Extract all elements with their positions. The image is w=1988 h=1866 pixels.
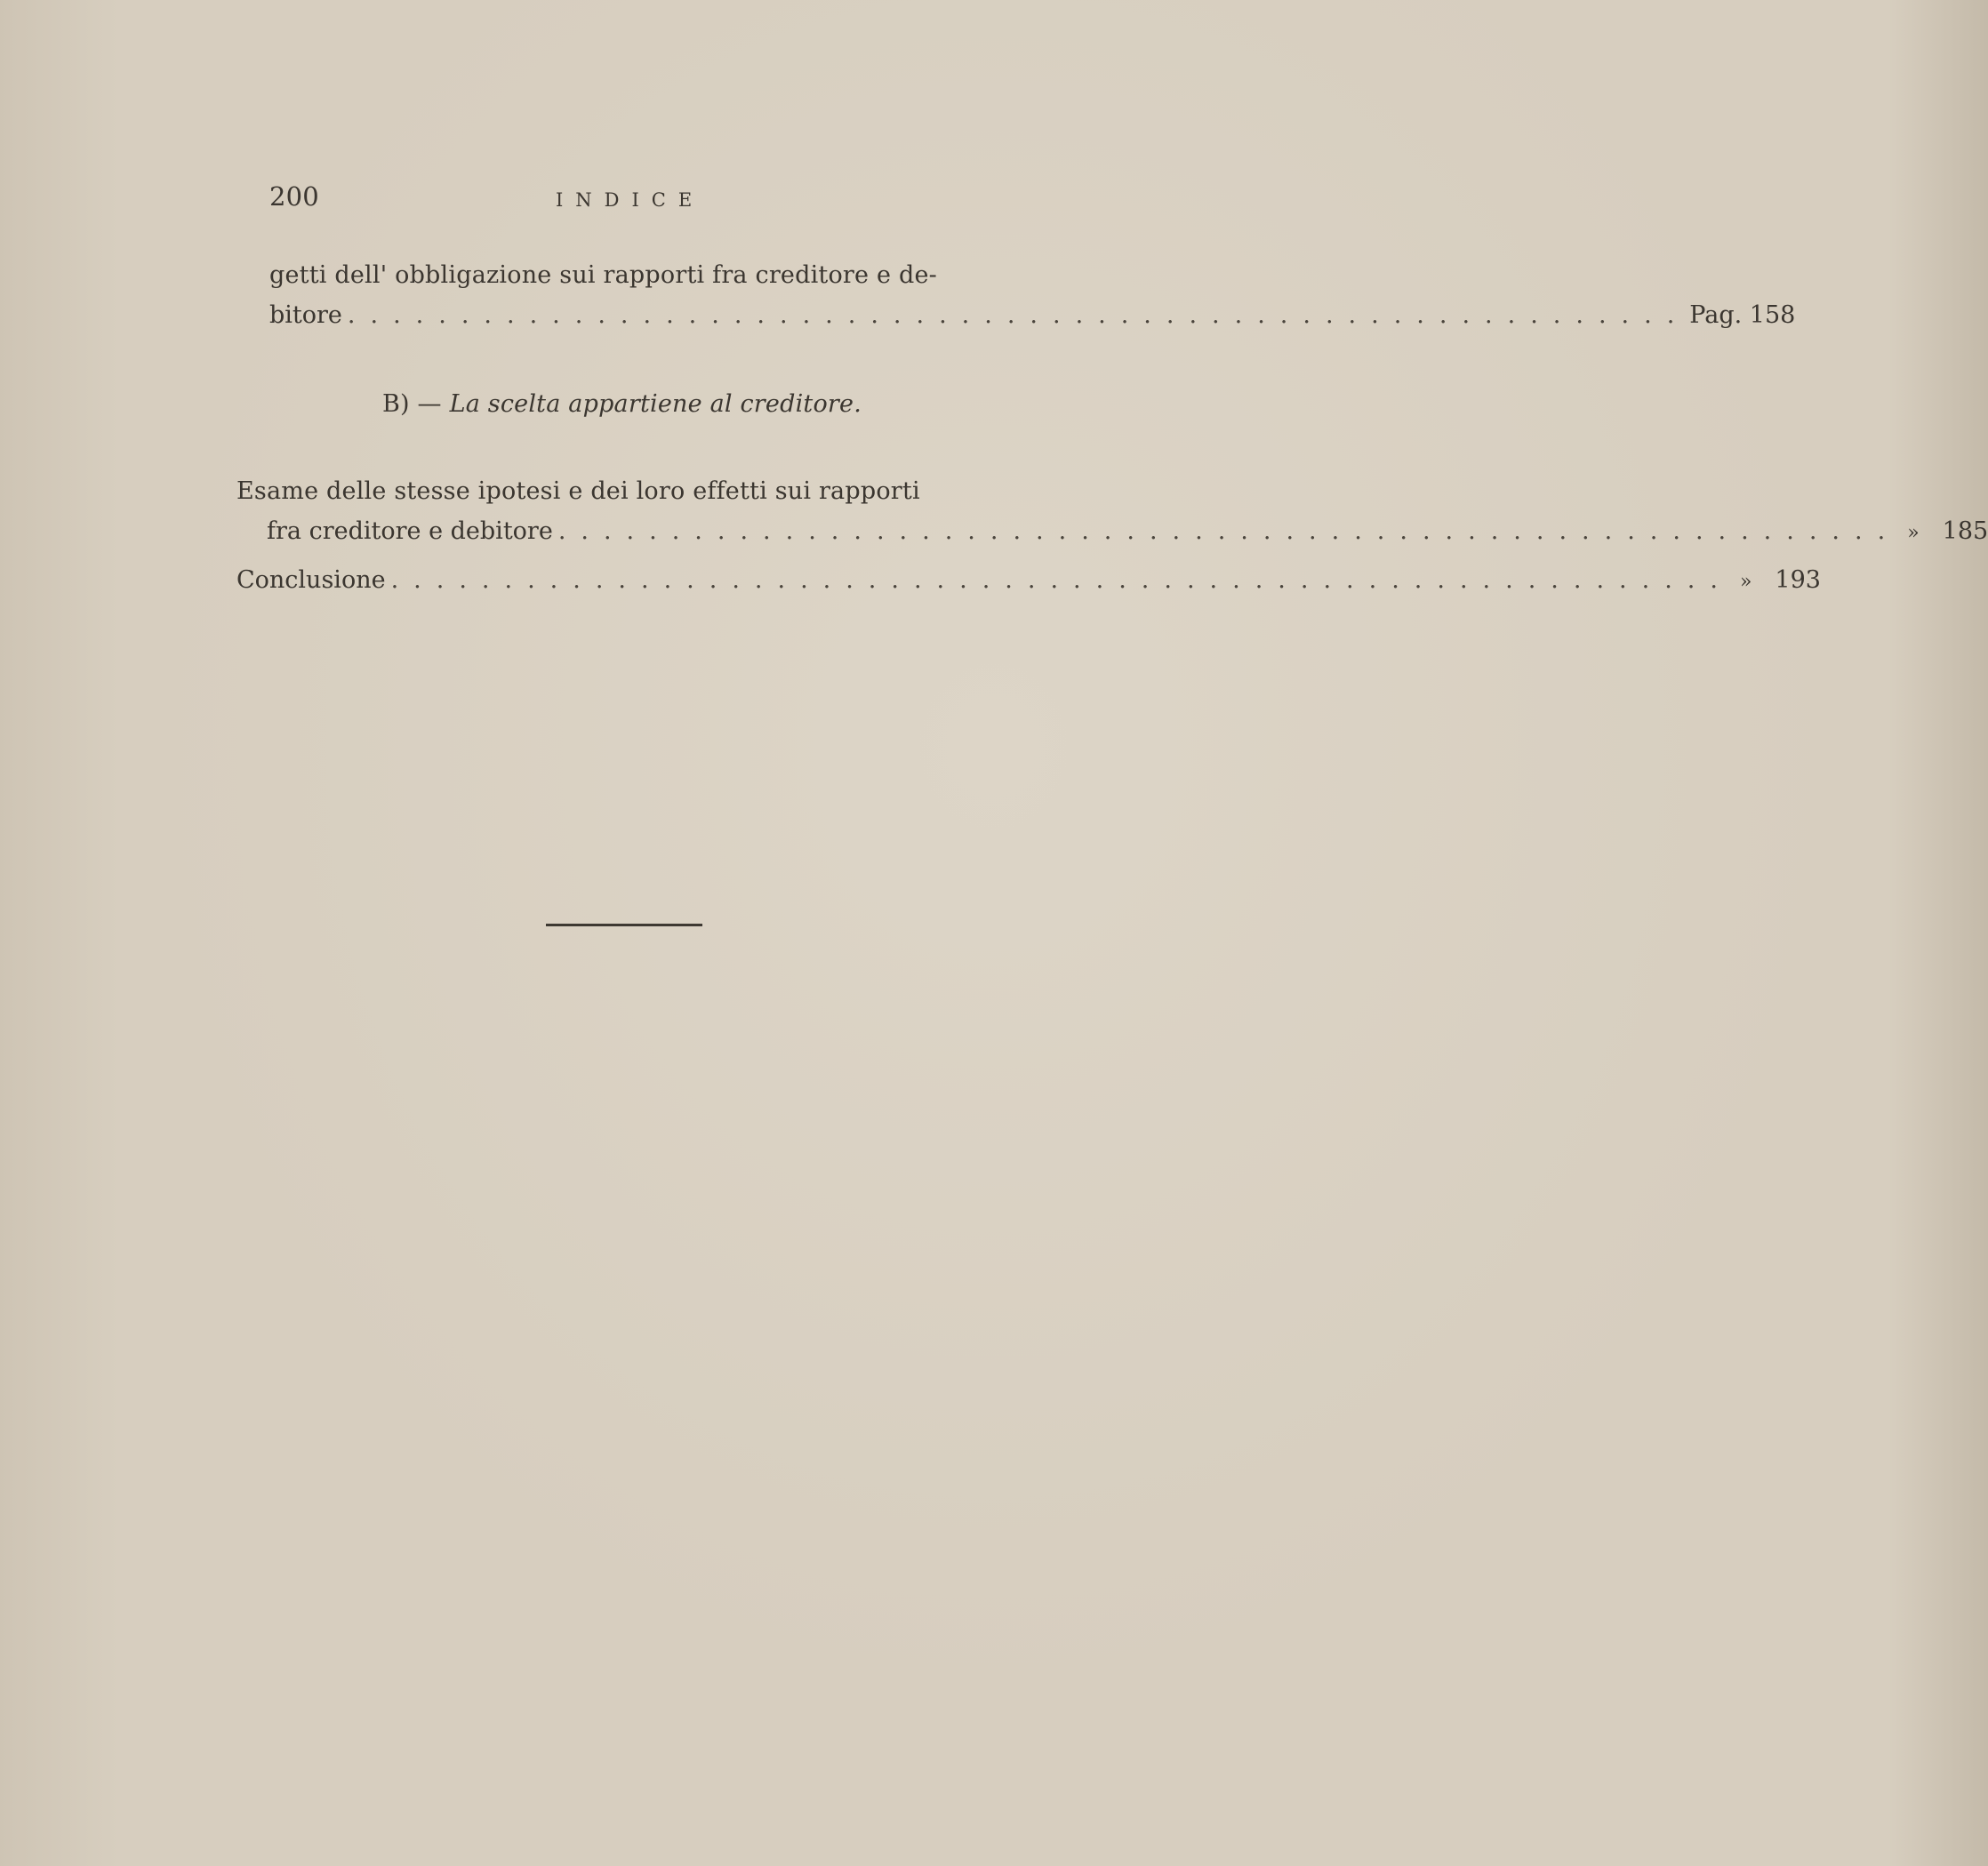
toc-entry-row bbox=[267, 517, 1988, 549]
dot-leader: ........................................................... bbox=[390, 566, 1733, 594]
dot-leader: ........................................................... bbox=[557, 517, 1901, 545]
dot-leader: ........................................................... bbox=[347, 301, 1690, 329]
end-rule-divider bbox=[546, 924, 702, 926]
toc-page-ref: 193 bbox=[1775, 566, 1821, 594]
running-title: INDICE bbox=[556, 189, 705, 211]
toc-entry-text: getti dell' obbligazione sui rapporti fra creditore e de- bbox=[269, 261, 937, 289]
toc-page-ref: Pag. 158 bbox=[1689, 301, 1796, 329]
ditto-mark: » bbox=[1907, 522, 1920, 544]
section-label: B) — bbox=[382, 390, 442, 418]
ditto-mark: » bbox=[1739, 571, 1752, 593]
page-number: 200 bbox=[269, 181, 319, 212]
toc-entry-label: fra creditore e debitore bbox=[267, 517, 553, 545]
section-heading bbox=[382, 389, 862, 420]
toc-entry-row bbox=[269, 300, 1796, 331]
toc-entry-text: Esame delle stesse ipotesi e dei loro effetti sui rapporti bbox=[236, 477, 920, 505]
toc-entry-label: bitore bbox=[269, 301, 342, 329]
toc-entry-row bbox=[236, 565, 1821, 597]
section-title: La scelta appartiene al creditore. bbox=[449, 390, 862, 418]
toc-entry-label: Conclusione bbox=[236, 566, 386, 594]
toc-page-ref: 185 bbox=[1942, 517, 1988, 545]
